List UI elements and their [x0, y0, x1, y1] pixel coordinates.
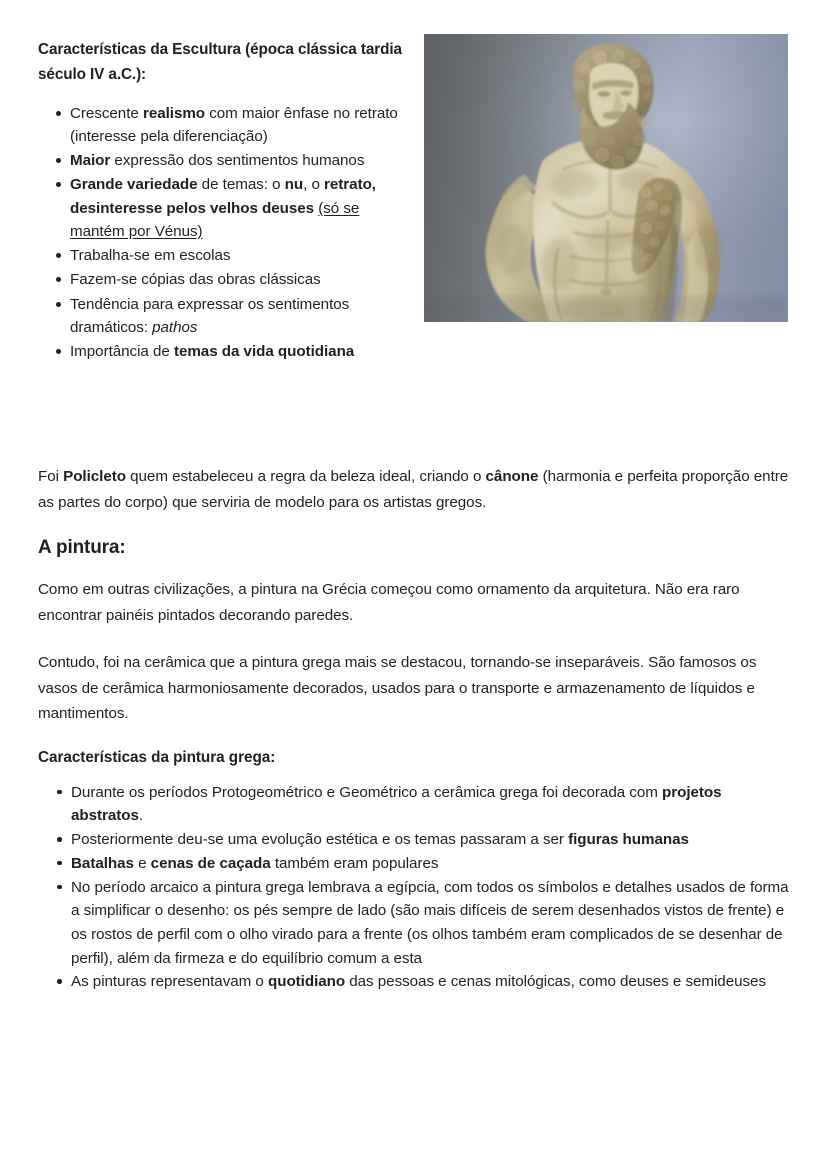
list-item — [38, 268, 410, 291]
list-item — [38, 970, 790, 994]
painting-paragraph-2: Contudo, foi na cerâmica que a pintura grega mais se destacou, tornando-se inseparáveis. São famosos os vasos de cerâmica harmoniosamente decorados, usados para o transporte e armazenamento de líquidos e mantimentos. — [38, 654, 757, 723]
bold-text: projetos abstratos — [71, 783, 722, 825]
sculpture-heading: Características da Escultura (época clássica tardia século IV a.C.): — [38, 41, 402, 83]
list-item — [38, 781, 790, 828]
painting-paragraph-1: Como em outras civilizações, a pintura na Grécia começou como ornamento da arquitetura. Não era raro encontrar painéis pintados decorando paredes. — [38, 581, 740, 624]
underlined-text: (só se mantém por Vénus) — [70, 199, 360, 240]
text-run: As pinturas representavam o — [71, 973, 268, 991]
bold-text: figuras humanas — [568, 831, 689, 849]
text-run: Crescente — [70, 104, 143, 122]
list-item — [38, 102, 410, 149]
text-run: No período arcaico a pintura grega lembrava a egípcia, com todos os símbolos e detalhes usados de forma a simplificar o desenho: os pés sempre de lado (são mais difíceis de serem desenhados vistos de frente) e os rostos de perfil com o olho virado para a frente (os olhos também eram complicados de se desenhar de perfil), além da firmeza e do equilíbrio comum a esta — [71, 878, 789, 967]
greek-marble-statue-hercules — [424, 34, 788, 322]
list-item — [38, 852, 790, 876]
text-run: Trabalha-se em escolas — [70, 247, 231, 265]
policleto-paragraph — [38, 464, 790, 515]
text-run: (harmonia e perfeita proporção entre as partes do corpo) que serviria de modelo para os artistas gregos. — [38, 468, 789, 511]
bold-text: quotidiano — [267, 973, 346, 991]
bold-text: Batalhas — [71, 854, 134, 872]
text-run: Tendência para expressar os sentimentos dramáticos: — [70, 295, 350, 336]
painting-bullet-list — [38, 781, 790, 994]
sculpture-section — [0, 30, 828, 450]
list-item — [38, 876, 790, 971]
text-run: e — [133, 854, 151, 872]
document-body — [38, 464, 790, 994]
text-run: de temas: o — [197, 176, 285, 194]
bold-text: temas da vida quotidiana — [173, 343, 355, 361]
list-item — [38, 828, 790, 852]
text-run: . — [138, 807, 144, 825]
painting-characteristics-heading: Características da pintura grega: — [38, 748, 276, 766]
text-run: das pessoas e cenas mitológicas, como deuses e semideuses — [345, 973, 766, 991]
sculpture-bullet-list — [38, 102, 410, 364]
text-run: quem estabeleceu a regra da beleza ideal, criando o — [125, 468, 486, 485]
text-run: Foi — [38, 468, 64, 485]
list-item — [38, 340, 410, 363]
bold-text: nu — [284, 176, 304, 194]
italic-text: pathos — [152, 318, 198, 336]
bold-text: Grande variedade — [70, 176, 198, 194]
text-run: , o — [303, 176, 325, 194]
text-run: com maior ênfase no retrato (interesse pela diferenciação) — [70, 104, 398, 145]
text-run: Importância de — [70, 343, 174, 361]
list-item — [38, 293, 410, 340]
list-item — [38, 244, 410, 267]
text-run: Posteriormente deu-se uma evolução estética e os temas passaram a ser — [71, 831, 569, 849]
bold-text: realismo — [142, 104, 206, 122]
text-run: expressão dos sentimentos humanos — [110, 152, 365, 170]
sculpture-text-column — [38, 38, 410, 364]
text-run: também eram populares — [270, 854, 439, 872]
list-item — [38, 173, 410, 243]
bold-text: retrato, desinteresse pelos velhos deuses — [70, 176, 376, 217]
painting-section-heading: A pintura: — [38, 537, 126, 559]
bold-text: Policleto — [63, 468, 126, 485]
bold-text: cânone — [485, 468, 539, 485]
text-run: Fazem-se cópias das obras clássicas — [70, 271, 321, 289]
list-item — [38, 149, 410, 172]
text-run: Durante os períodos Protogeométrico e Geométrico a cerâmica grega foi decorada com — [71, 783, 662, 801]
bold-text: cenas de caçada — [150, 854, 271, 872]
bold-text: Maior — [70, 152, 111, 170]
